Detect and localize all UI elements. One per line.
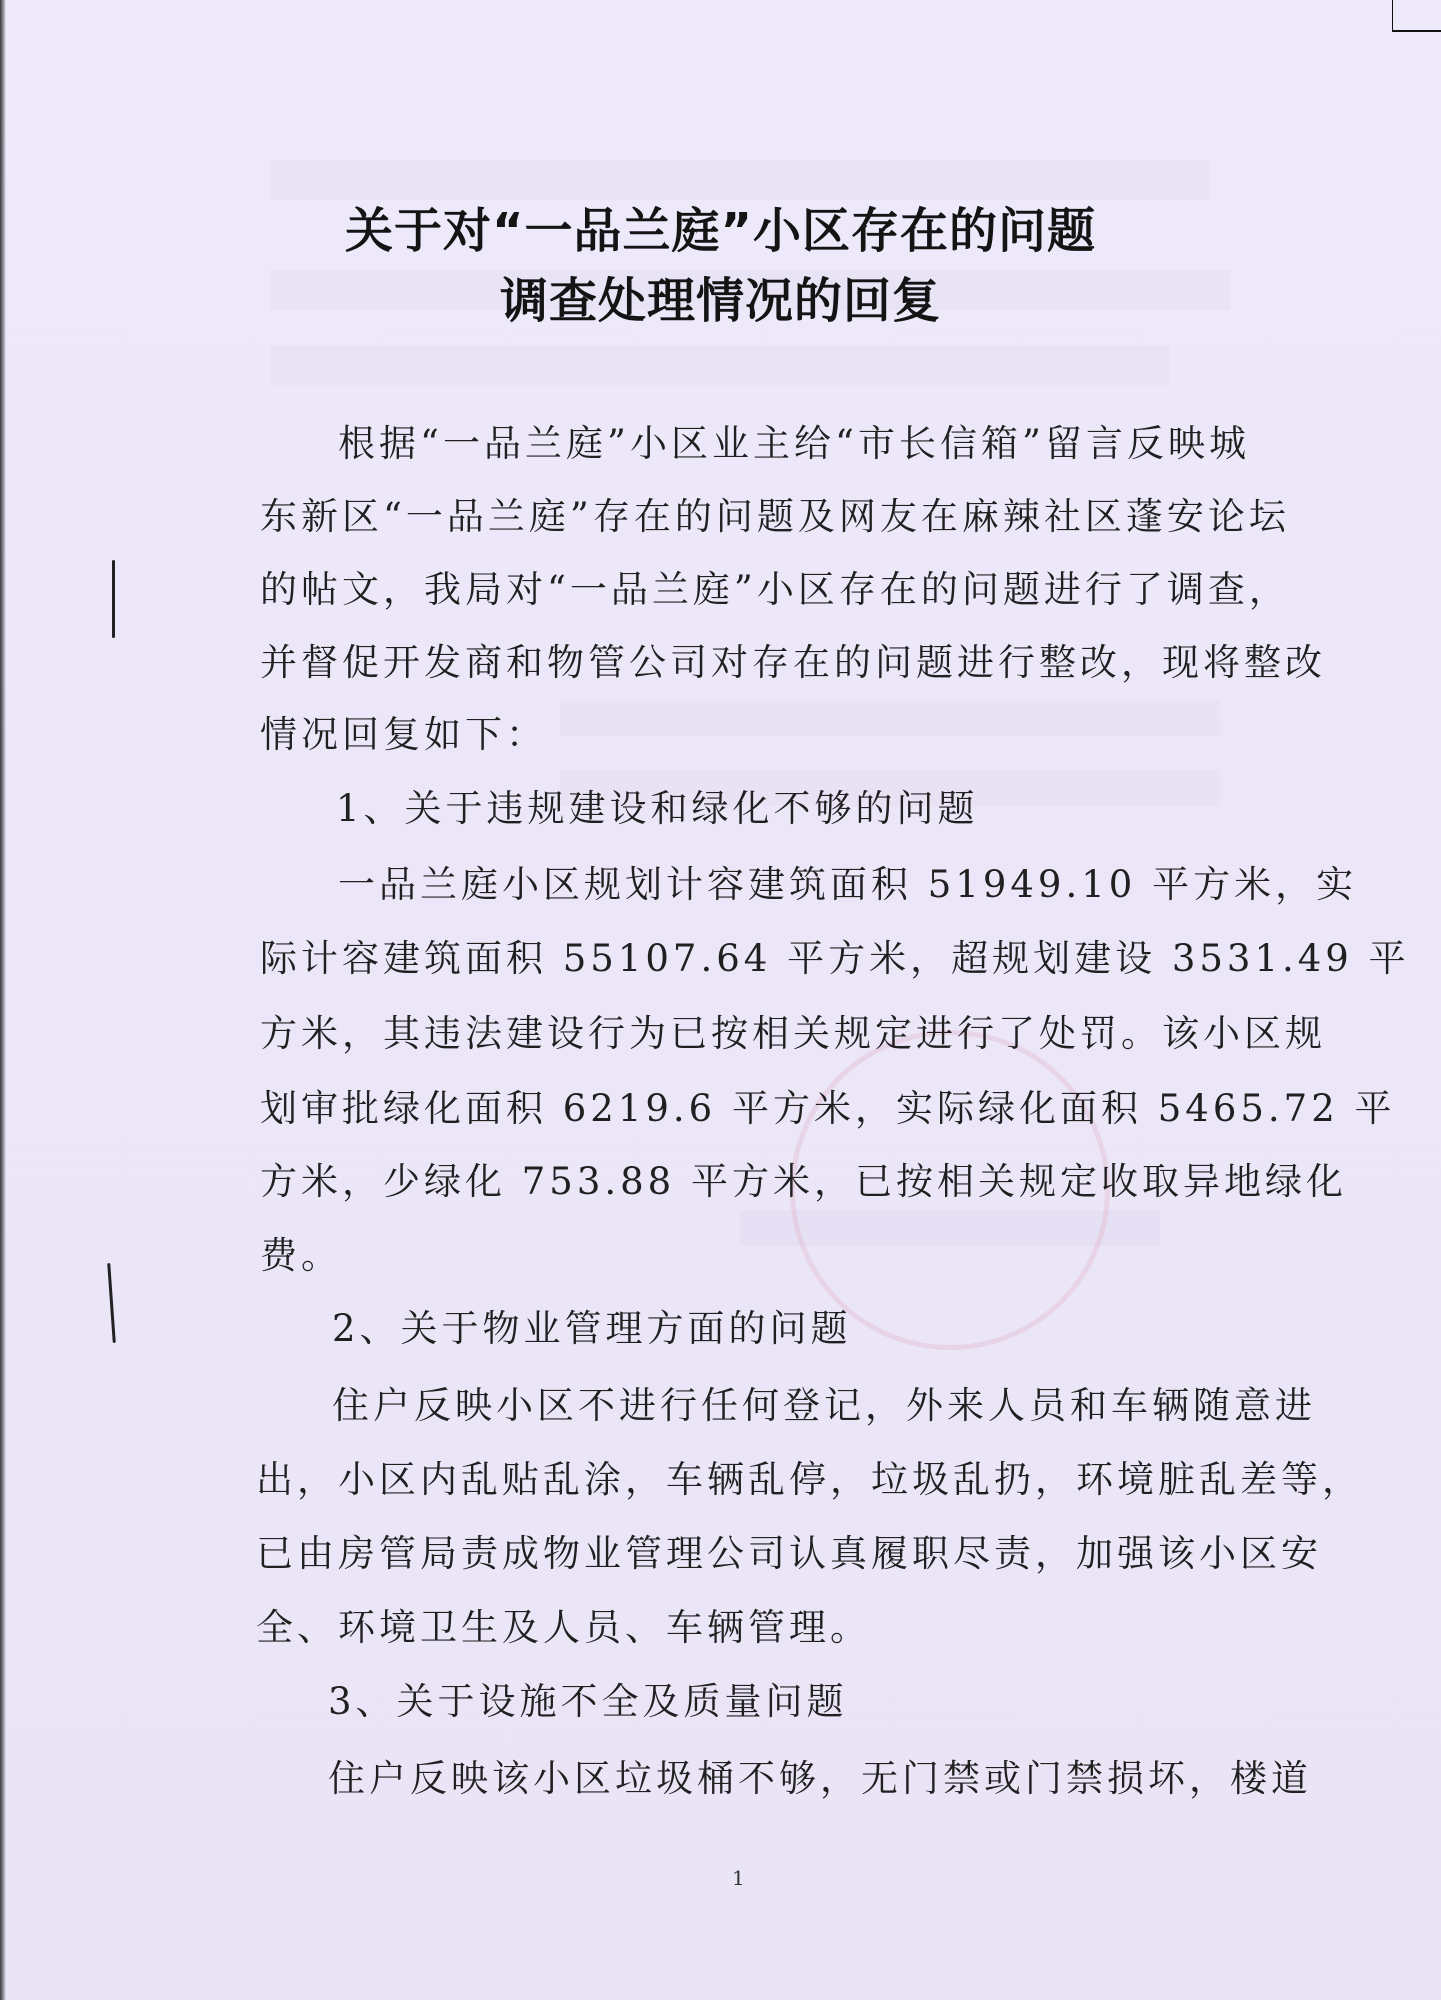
body-line: 际计容建筑面积 55107.64 平方米，超规划建设 3531.49 平 [260,937,1410,980]
body-line: 的帖文，我局对“一品兰庭”小区存在的问题进行了调查， [260,568,1290,611]
body-line: 住户反映该小区垃圾桶不够，无门禁或门禁损坏，楼道 [328,1757,1312,1800]
body-line: 一品兰庭小区规划计容建筑面积 51949.10 平方米，实 [338,863,1358,906]
show-through-band [270,345,1170,385]
body-line: 方米，其违法建设行为已按相关规定进行了处罚。该小区规 [260,1012,1326,1055]
document-title-line-1: 关于对“一品兰庭”小区存在的问题 [344,203,1097,259]
page-number: 1 [732,1866,745,1890]
body-line: 情况回复如下： [260,713,547,756]
body-line: 费。 [260,1234,342,1277]
body-line: 东新区“一品兰庭”存在的问题及网友在麻辣社区蓬安论坛 [260,495,1290,538]
body-line: 并督促开发商和物管公司对存在的问题进行整改，现将整改 [260,641,1326,684]
section-heading: 3、关于设施不全及质量问题 [328,1680,848,1723]
section-heading: 2、关于物业管理方面的问题 [332,1307,852,1350]
binding-mark [112,560,115,638]
body-line: 已由房管局责成物业管理公司认真履职尽责，加强该小区安 [256,1532,1322,1575]
scan-corner [1392,0,1441,32]
body-line: 根据“一品兰庭”小区业主给“市长信箱”留言反映城 [338,422,1250,465]
body-line: 划审批绿化面积 6219.6 平方米，实际绿化面积 5465.72 平 [260,1087,1396,1130]
body-line: 方米，少绿化 753.88 平方米，已按相关规定收取异地绿化 [260,1160,1347,1203]
binding-mark [107,1263,116,1343]
body-line: 出，小区内乱贴乱涂，车辆乱停，垃圾乱扔，环境脏乱差等， [256,1458,1363,1501]
section-heading: 1、关于违规建设和绿化不够的问题 [336,787,979,830]
body-line: 全、环境卫生及人员、车辆管理。 [256,1606,871,1649]
document-title-line-2: 调查处理情况的回复 [499,273,941,329]
body-line: 住户反映小区不进行任何登记，外来人员和车辆随意进 [332,1384,1316,1427]
